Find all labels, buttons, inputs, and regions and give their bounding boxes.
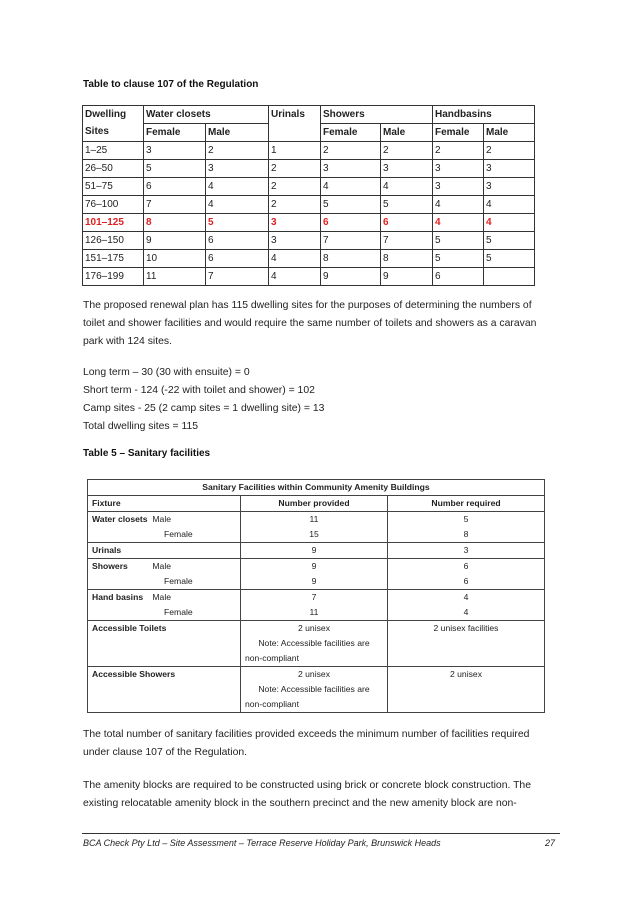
cell-hb-m: 3 [484, 160, 535, 178]
cell-hb-f: 5 [433, 250, 484, 268]
cell-hb-m: 3 [484, 178, 535, 196]
cell-sites: 51–75 [83, 178, 144, 196]
cell-wc-f: 10 [144, 250, 206, 268]
cell-wc-f: 3 [144, 142, 206, 160]
cell-wc-m: 6 [206, 250, 269, 268]
col-provided: Number provided [241, 496, 388, 512]
cell-wc-f: 6 [144, 178, 206, 196]
cell-urinals: 2 [269, 196, 321, 214]
showers-male-provided: 9 [241, 559, 388, 575]
table-row [83, 196, 535, 214]
table-row [88, 605, 545, 621]
handbasins-male-provided: 7 [241, 590, 388, 606]
cell-hb-f: 2 [433, 142, 484, 160]
showers-female-provided: 9 [241, 574, 388, 590]
handbasins-female-label: Female [88, 605, 241, 621]
cell-sh-f: 2 [321, 142, 381, 160]
wc-female-provided: 15 [241, 527, 388, 543]
cell-hb-f: 4 [433, 196, 484, 214]
cell-hb-m: 4 [484, 196, 535, 214]
calc-camp-sites: Camp sites - 25 (2 camp sites = 1 dwelling site) = 13 [83, 403, 325, 414]
table-row [88, 574, 545, 590]
construction-paragraph [83, 777, 558, 813]
accessible-showers-label: Accessible Showers [88, 667, 241, 713]
wc-male-label: Male [152, 514, 172, 524]
cell-hb-f: 4 [433, 214, 484, 232]
table-row [88, 512, 545, 528]
cell-wc-f: 11 [144, 268, 206, 286]
cell-sites: 176–199 [83, 268, 144, 286]
header-dwelling-sites [83, 106, 144, 142]
col-fixture: Fixture [88, 496, 241, 512]
showers-female-label: Female [88, 574, 241, 590]
accessible-toilets-note1: Note: Accessible facilities are [258, 638, 370, 648]
cell-hb-f: 5 [433, 232, 484, 250]
clause-107-table-body [83, 142, 535, 286]
table-row [83, 142, 535, 160]
cell-wc-f: 5 [144, 160, 206, 178]
paragraph-line: The amenity blocks are required to be constructed using brick or concrete block construction. The [83, 780, 531, 791]
table-row [83, 250, 535, 268]
cell-hb-m [484, 268, 535, 286]
table-row [88, 621, 545, 667]
clause-107-table [82, 105, 535, 286]
handbasins-male-required: 4 [388, 590, 545, 606]
accessible-showers-note1: Note: Accessible facilities are [258, 684, 370, 694]
table-row [88, 667, 545, 713]
table-row [88, 559, 545, 575]
cell-sh-f: 8 [321, 250, 381, 268]
table-row [83, 178, 535, 196]
cell-hb-f: 3 [433, 160, 484, 178]
cell-sh-m: 8 [381, 250, 433, 268]
handbasins-female-provided: 11 [241, 605, 388, 621]
cell-wc-m: 5 [206, 214, 269, 232]
cell-urinals: 4 [269, 268, 321, 286]
cell-sh-f: 9 [321, 268, 381, 286]
urinals-required: 3 [388, 543, 545, 559]
cell-hb-m: 5 [484, 250, 535, 268]
sanitary-facilities-table [87, 479, 545, 713]
cell-hb-f: 3 [433, 178, 484, 196]
accessible-showers-count: 2 unisex [297, 669, 330, 679]
cell-wc-m: 3 [206, 160, 269, 178]
accessible-toilets-provided [241, 621, 388, 667]
wc-female-label: Female [88, 527, 241, 543]
wc-male-provided: 11 [241, 512, 388, 528]
urinals-label: Urinals [88, 543, 241, 559]
header-showers: Showers [321, 106, 433, 124]
cell-urinals: 4 [269, 250, 321, 268]
cell-wc-f: 7 [144, 196, 206, 214]
accessible-showers-provided [241, 667, 388, 713]
accessible-toilets-count: 2 unisex [297, 623, 330, 633]
header-hb-male: Male [484, 124, 535, 142]
cell-sites: 101–125 [83, 214, 144, 232]
calc-total: Total dwelling sites = 115 [83, 421, 199, 432]
header-wc-male: Male [206, 124, 269, 142]
table-row [83, 214, 535, 232]
cell-sites: 126–150 [83, 232, 144, 250]
calc-short-term: Short term - 124 (-22 with toilet and shower) = 102 [83, 385, 315, 396]
cell-hb-m: 2 [484, 142, 535, 160]
wc-male-required: 5 [388, 512, 545, 528]
cell-sh-m: 3 [381, 160, 433, 178]
cell-urinals: 2 [269, 178, 321, 196]
wc-label: Water closets [92, 514, 148, 524]
cell-wc-m: 7 [206, 268, 269, 286]
cell-sites: 1–25 [83, 142, 144, 160]
cell-wc-f: 9 [144, 232, 206, 250]
table-row [83, 160, 535, 178]
cell-wc-m: 4 [206, 178, 269, 196]
cell-wc-m: 4 [206, 196, 269, 214]
accessible-showers-required: 2 unisex [388, 667, 545, 713]
wc-female-required: 8 [388, 527, 545, 543]
cell-hb-f: 6 [433, 268, 484, 286]
paragraph-line: The proposed renewal plan has 115 dwelling sites for the purposes of determining the numbers of [83, 300, 532, 311]
showers-male-required: 6 [388, 559, 545, 575]
cell-sites: 76–100 [83, 196, 144, 214]
paragraph-line: toilet and shower facilities and would require the same number of toilets and showers as a caravan [83, 318, 537, 329]
table-row [83, 232, 535, 250]
showers-male-label: Male [152, 561, 172, 571]
header-sh-male: Male [381, 124, 433, 142]
showers-male-fixture [88, 559, 241, 575]
header-dwelling-line2: Sites [85, 126, 109, 137]
header-handbasins: Handbasins [433, 106, 535, 124]
cell-hb-m: 4 [484, 214, 535, 232]
table1-heading: Table to clause 107 of the Regulation [83, 79, 259, 90]
header-water-closets: Water closets [144, 106, 269, 124]
cell-urinals: 3 [269, 232, 321, 250]
handbasins-male-label: Male [152, 592, 172, 602]
cell-wc-m: 2 [206, 142, 269, 160]
table5-heading: Table 5 – Sanitary facilities [83, 448, 211, 459]
handbasins-label: Hand basins [92, 592, 144, 602]
cell-wc-m: 6 [206, 232, 269, 250]
cell-sh-m: 4 [381, 178, 433, 196]
header-dwelling-line1: Dwelling [85, 109, 127, 120]
paragraph-line: existing relocatable amenity block in the southern precinct and the new amenity block are non- [83, 798, 517, 809]
footer-text: BCA Check Pty Ltd – Site Assessment – Terrace Reserve Holiday Park, Brunswick Heads [83, 838, 441, 848]
calc-long-term: Long term – 30 (30 with ensuite) = 0 [83, 367, 250, 378]
cell-sh-m: 6 [381, 214, 433, 232]
header-wc-female: Female [144, 124, 206, 142]
accessible-toilets-required: 2 unisex facilities [388, 621, 545, 667]
col-required: Number required [388, 496, 545, 512]
urinals-provided: 9 [241, 543, 388, 559]
table-row [88, 590, 545, 606]
table5-caption: Sanitary Facilities within Community Amenity Buildings [88, 480, 545, 496]
table-row [88, 543, 545, 559]
header-hb-female: Female [433, 124, 484, 142]
wc-male-fixture [88, 512, 241, 528]
cell-sh-f: 4 [321, 178, 381, 196]
showers-label: Showers [92, 561, 128, 571]
paragraph-line: The total number of sanitary facilities provided exceeds the minimum number of facilities required [83, 729, 530, 740]
cell-sh-m: 9 [381, 268, 433, 286]
showers-female-required: 6 [388, 574, 545, 590]
cell-sites: 151–175 [83, 250, 144, 268]
cell-sh-m: 7 [381, 232, 433, 250]
header-sh-female: Female [321, 124, 381, 142]
handbasins-male-fixture [88, 590, 241, 606]
accessible-showers-note2: non-compliant [245, 699, 299, 709]
cell-sh-m: 2 [381, 142, 433, 160]
paragraph-line: under clause 107 of the Regulation. [83, 747, 248, 758]
footer-divider [82, 833, 560, 834]
cell-hb-m: 5 [484, 232, 535, 250]
cell-sh-f: 6 [321, 214, 381, 232]
dwelling-calculation [83, 364, 558, 436]
paragraph-line: park with 124 sites. [83, 336, 172, 347]
cell-urinals: 2 [269, 160, 321, 178]
cell-sh-m: 5 [381, 196, 433, 214]
accessible-toilets-label: Accessible Toilets [88, 621, 241, 667]
cell-wc-f: 8 [144, 214, 206, 232]
renewal-plan-paragraph [83, 297, 558, 351]
accessible-toilets-note2: non-compliant [245, 653, 299, 663]
table-row [83, 268, 535, 286]
summary-paragraph [83, 726, 558, 762]
handbasins-female-required: 4 [388, 605, 545, 621]
cell-urinals: 1 [269, 142, 321, 160]
header-urinals: Urinals [269, 106, 321, 142]
cell-sh-f: 7 [321, 232, 381, 250]
cell-urinals: 3 [269, 214, 321, 232]
cell-sites: 26–50 [83, 160, 144, 178]
cell-sh-f: 5 [321, 196, 381, 214]
table-row [88, 527, 545, 543]
cell-sh-f: 3 [321, 160, 381, 178]
page-number: 27 [545, 838, 556, 848]
